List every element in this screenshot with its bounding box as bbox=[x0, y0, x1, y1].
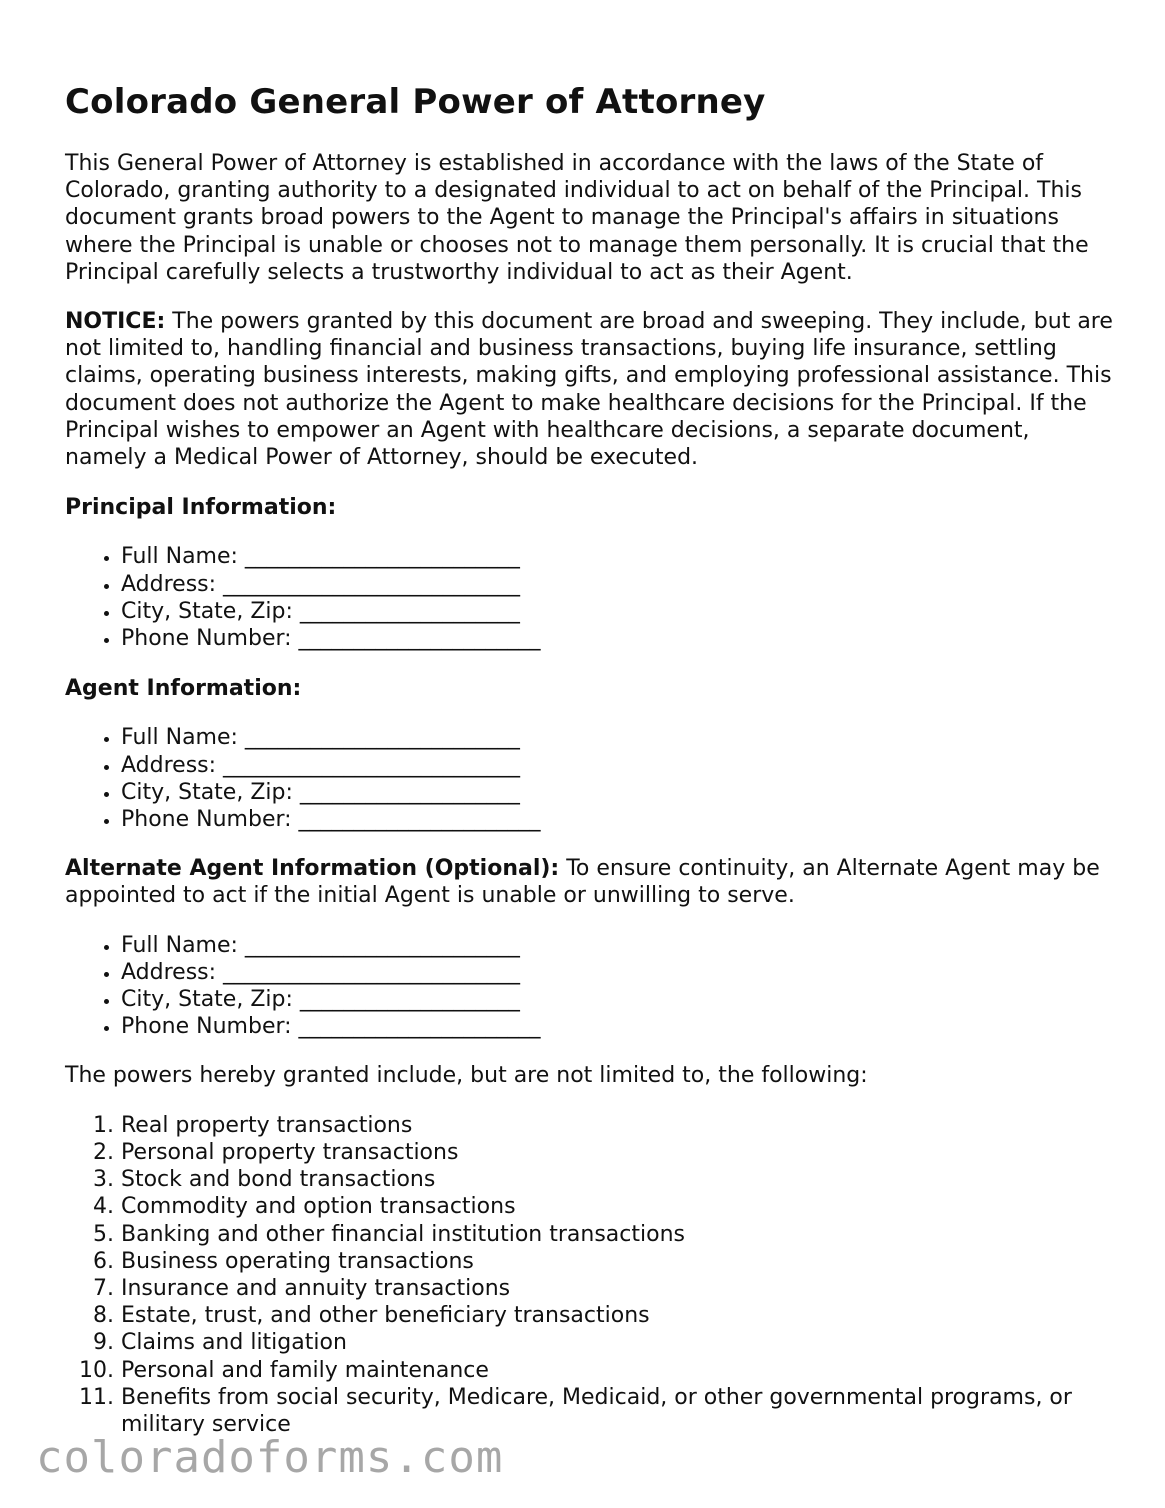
principal-full-name-field[interactable]: • Full Name: _________________________ bbox=[121, 543, 1115, 570]
alternate-full-name-field[interactable]: • Full Name: _________________________ bbox=[121, 932, 1115, 959]
notice-text: The powers granted by this document are broad and sweeping. They include, but are not limited to, handling financial and business transactions, buying life insurance, settling claims, operating business interests, making gifts, and employing professional assistance. This document does not authorize the Agent to make healthcare decisions for the Principal. If the Principal wishes to empower an Agent with healthcare decisions, a separate document, namely a Medical Power of Attorney, should be executed. bbox=[65, 309, 1113, 471]
principal-city-state-zip-field[interactable]: • City, State, Zip: ____________________ bbox=[121, 598, 1115, 625]
watermark-text: coloradoforms.com bbox=[36, 1432, 504, 1483]
power-item: 6. Business operating transactions bbox=[121, 1248, 1115, 1275]
power-item: 11. Benefits from social security, Medicare, Medicaid, or other governmental programs, or military service bbox=[121, 1384, 1115, 1438]
agent-phone-field[interactable]: • Phone Number: ______________________ bbox=[121, 806, 1115, 833]
power-item: 7. Insurance and annuity transactions bbox=[121, 1275, 1115, 1302]
alternate-agent-label: Alternate Agent Information (Optional): bbox=[65, 856, 560, 882]
power-item: 9. Claims and litigation bbox=[121, 1329, 1115, 1356]
agent-address-field[interactable]: • Address: ___________________________ bbox=[121, 752, 1115, 779]
alternate-city-state-zip-field[interactable]: • City, State, Zip: ____________________ bbox=[121, 986, 1115, 1013]
principal-address-field[interactable]: • Address: ___________________________ bbox=[121, 571, 1115, 598]
agent-city-state-zip-field[interactable]: • City, State, Zip: ____________________ bbox=[121, 779, 1115, 806]
power-item: 5. Banking and other financial institution transactions bbox=[121, 1221, 1115, 1248]
power-item: 3. Stock and bond transactions bbox=[121, 1166, 1115, 1193]
notice-label: NOTICE: bbox=[65, 309, 166, 335]
power-item: 10. Personal and family maintenance bbox=[121, 1357, 1115, 1384]
document-page bbox=[65, 0, 1115, 1438]
document-title: Colorado General Power of Attorney bbox=[65, 82, 766, 122]
powers-intro: The powers hereby granted include, but are not limited to, the following: bbox=[65, 1063, 868, 1089]
powers-list bbox=[65, 1112, 1115, 1438]
agent-heading: Agent Information: bbox=[65, 676, 302, 702]
alternate-address-field[interactable]: • Address: ___________________________ bbox=[121, 959, 1115, 986]
alternate-agent-paragraph bbox=[65, 855, 1115, 909]
alternate-agent-text: To ensure continuity, an Alternate Agent may be appointed to act if the initial Agent is unable or unwilling to serve. bbox=[65, 856, 1100, 909]
agent-full-name-field[interactable]: • Full Name: _________________________ bbox=[121, 724, 1115, 751]
principal-heading: Principal Information: bbox=[65, 495, 337, 521]
agent-fields bbox=[65, 724, 1115, 833]
power-item: 1. Real property transactions bbox=[121, 1112, 1115, 1139]
principal-fields bbox=[65, 543, 1115, 652]
power-item: 2. Personal property transactions bbox=[121, 1139, 1115, 1166]
intro-paragraph: This General Power of Attorney is established in accordance with the laws of the State of Colorado, granting authority to a designated individual to act on behalf of the Principal. This document grants broad powers to the Agent to manage the Principal's affairs in situations where the Principal is unable or chooses not to manage them personally. It is crucial that the Principal carefully selects a trustworthy individual to act as their Agent. bbox=[65, 151, 1089, 285]
power-item: 8. Estate, trust, and other beneficiary transactions bbox=[121, 1302, 1115, 1329]
alternate-agent-fields bbox=[65, 932, 1115, 1041]
power-item: 4. Commodity and option transactions bbox=[121, 1193, 1115, 1220]
principal-phone-field[interactable]: • Phone Number: ______________________ bbox=[121, 625, 1115, 652]
notice-paragraph bbox=[65, 308, 1115, 471]
alternate-phone-field[interactable]: • Phone Number: ______________________ bbox=[121, 1013, 1115, 1040]
